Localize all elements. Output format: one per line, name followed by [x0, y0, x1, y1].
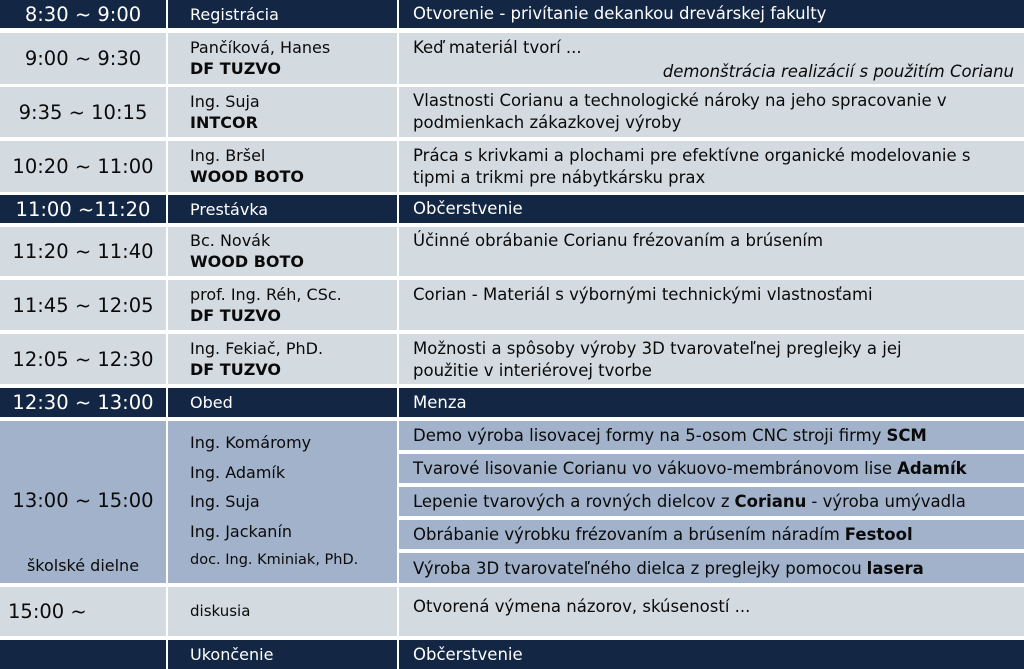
- speaker-cell: [168, 87, 397, 137]
- activity-highlight: lasera: [866, 558, 924, 578]
- time-cell: 12:30 ~ 13:00: [0, 388, 166, 417]
- speaker-name: Obed: [190, 393, 233, 412]
- topic-text: Možnosti a spôsoby výroby 3D tvarovateľnej preglejky a jej použitie v interiérovej tvorbe: [413, 339, 902, 380]
- topic-text: Corian - Materiál s výbornými technickými vlastnosťami: [413, 285, 873, 304]
- topic-cell: [399, 280, 1024, 330]
- speaker-cell: [168, 334, 397, 384]
- time-cell: 10:20 ~ 11:00: [0, 141, 166, 192]
- speaker-organization: DF TUZVO: [190, 360, 281, 379]
- workshop-activity: [399, 454, 1024, 483]
- speaker-name: Registrácia: [190, 4, 279, 24]
- speaker-cell: [168, 640, 397, 669]
- topic-text: Občerstvenie: [413, 644, 523, 664]
- time-cell: 9:00 ~ 9:30: [0, 33, 166, 84]
- topic-cell: [399, 141, 1024, 192]
- topic-text: Práca s krivkami a plochami pre efektívne organické modelovanie s tipmi a trikmi pre nábytkársku prax: [413, 146, 971, 187]
- speaker-cell: [168, 280, 397, 330]
- activity-highlight: Corianu: [734, 492, 807, 511]
- activity-text-after: - výroba umývadla: [811, 492, 966, 511]
- activity-highlight: Adamík: [897, 459, 967, 478]
- time-cell: 11:20 ~ 11:40: [0, 227, 166, 276]
- topic-cell: [399, 87, 1024, 137]
- workshop-names-cell: [168, 421, 397, 583]
- speaker-cell: [168, 0, 397, 28]
- speaker-organization: WOOD BOTO: [190, 167, 305, 186]
- topic-text: Menza: [413, 392, 467, 412]
- speaker-name: Ing. Fekiač, PhD.: [190, 339, 324, 358]
- speaker-cell: [168, 141, 397, 192]
- time-cell: [0, 640, 166, 669]
- workshop-name: Ing. Adamík: [190, 462, 286, 482]
- speaker-name: Ukončenie: [190, 645, 274, 664]
- topic-cell: [399, 640, 1024, 669]
- workshop-activity: [399, 487, 1024, 516]
- topic-text: Keď materiál tvorí ...: [413, 38, 582, 57]
- activity-highlight: Festool: [844, 525, 913, 544]
- topic-text: Otvorenie - privítanie dekankou drevárskej fakulty: [413, 4, 827, 23]
- activity-highlight: SCM: [886, 426, 927, 445]
- topic-cell: [399, 334, 1024, 384]
- time-cell: 8:30 ~ 9:00: [0, 0, 166, 28]
- workshop-activity: [399, 553, 1024, 583]
- topic-subtitle: demonštrácia realizácií s použitím Corianu: [662, 62, 1014, 81]
- speaker-name: Pančíková, Hanes: [190, 38, 331, 57]
- workshop-name: doc. Ing. Kminiak, PhD.: [190, 552, 359, 568]
- activity-text: Demo výroba lisovacej formy na 5-osom CNC stroji firmy: [413, 426, 882, 445]
- speaker-organization: DF TUZVO: [190, 306, 281, 325]
- topic-text: Občerstvenie: [413, 199, 523, 218]
- workshop-time: 13:00 ~ 15:00: [12, 488, 154, 512]
- speaker-name: prof. Ing. Réh, CSc.: [190, 285, 342, 304]
- speaker-name: diskusia: [190, 602, 251, 620]
- time-cell: 9:35 ~ 10:15: [0, 87, 166, 137]
- speaker-cell: [168, 195, 397, 223]
- speaker-name: Prestávka: [190, 199, 269, 219]
- activity-text: Obrábanie výrobku frézovaním a brúsením náradím: [413, 525, 840, 544]
- topic-cell: [399, 388, 1024, 417]
- workshop-place: školské dielne: [26, 556, 140, 575]
- topic-text: Vlastnosti Corianu a technologické nároky na jeho spracovanie v podmienkach zákazkovej výroby: [413, 91, 947, 132]
- speaker-name: Ing. Bršel: [190, 146, 266, 165]
- topic-text: Otvorená výmena názorov, skúseností ...: [413, 597, 751, 616]
- speaker-name: Bc. Novák: [190, 231, 271, 250]
- topic-text: Účinné obrábanie Corianu frézovaním a brúsením: [413, 231, 824, 250]
- time-cell: 15:00 ~: [0, 587, 166, 636]
- workshop-activity: [399, 421, 1024, 450]
- activity-text: Lepenie tvarových a rovných dielcov z: [413, 492, 730, 511]
- speaker-cell: [168, 587, 397, 636]
- time-cell: 11:00 ~11:20: [0, 195, 166, 223]
- topic-cell: [399, 33, 1024, 84]
- speaker-cell: [168, 33, 397, 84]
- time-cell: 12:05 ~ 12:30: [0, 334, 166, 384]
- workshop-time-cell: [0, 421, 166, 583]
- time-cell: 11:45 ~ 12:05: [0, 280, 166, 330]
- workshop-name: Ing. Jackanín: [190, 521, 293, 541]
- workshop-name: Ing. Komáromy: [190, 433, 312, 452]
- speaker-name: Ing. Suja: [190, 92, 260, 111]
- workshop-activity: [399, 520, 1024, 549]
- workshop-name: Ing. Suja: [190, 492, 260, 511]
- speaker-organization: DF TUZVO: [190, 59, 281, 78]
- activity-text: Výroba 3D tvarovateľného dielca z preglejky pomocou: [413, 558, 862, 578]
- topic-cell: [399, 0, 1024, 28]
- speaker-organization: WOOD BOTO: [190, 252, 305, 271]
- speaker-cell: [168, 227, 397, 276]
- speaker-organization: INTCOR: [190, 113, 258, 132]
- topic-cell: [399, 227, 1024, 276]
- speaker-cell: [168, 388, 397, 417]
- activity-text: Tvarové lisovanie Corianu vo vákuovo-membránovom lise: [413, 459, 893, 478]
- topic-cell: [399, 587, 1024, 636]
- topic-cell: [399, 195, 1024, 223]
